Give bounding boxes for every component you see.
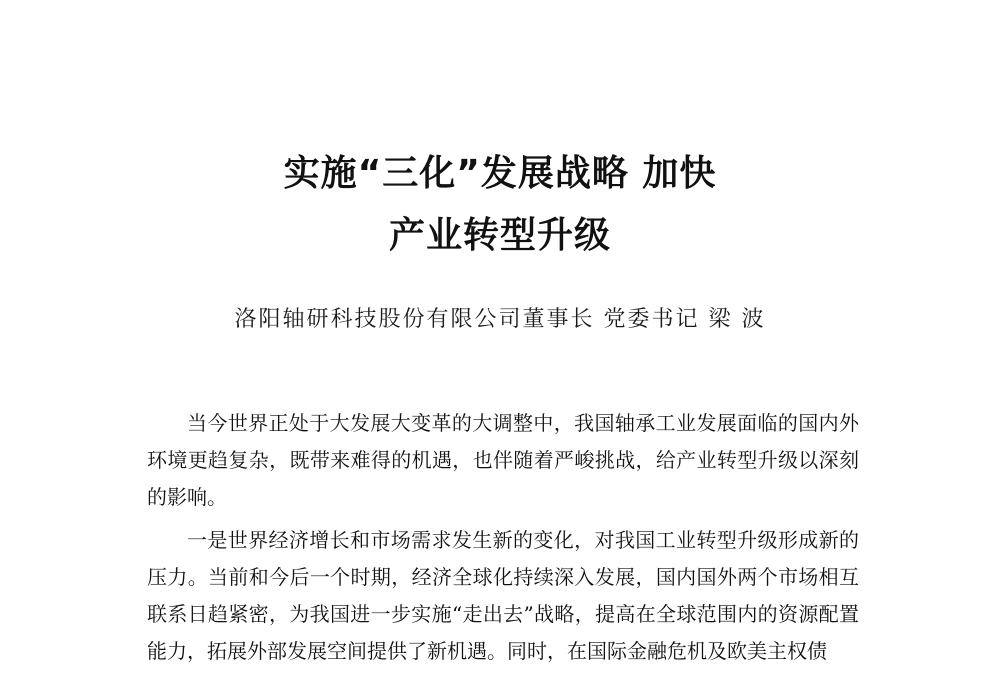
title-line-1: 实施“三化”发展战略 加快 bbox=[283, 153, 717, 194]
paragraph: 一是世界经济增长和市场需求发生新的变化，对我国工业转型升级形成新的压力。当前和今后一个时期，经济全球化持续深入发展，国内国外两个市场相互联系日趋紧密，为我国进一步实施“走出去”战略，提高在全球范围内的资源配置能力，拓展外部发展空间提供了新机遇。同时，在国际金融危机及欧美主权债 bbox=[147, 528, 859, 663]
paragraph: 当今世界正处于大发展大变革的大调整中，我国轴承工业发展面临的国内外环境更趋复杂，既带来难得的机遇，也伴随着严峻挑战，给产业转型升级以深刻的影响。 bbox=[147, 411, 859, 509]
author-byline: 洛阳轴研科技股份有限公司董事长 党委书记 梁 波 bbox=[234, 307, 766, 332]
title-line-2: 产业转型升级 bbox=[388, 215, 611, 256]
article-body bbox=[147, 405, 859, 676]
